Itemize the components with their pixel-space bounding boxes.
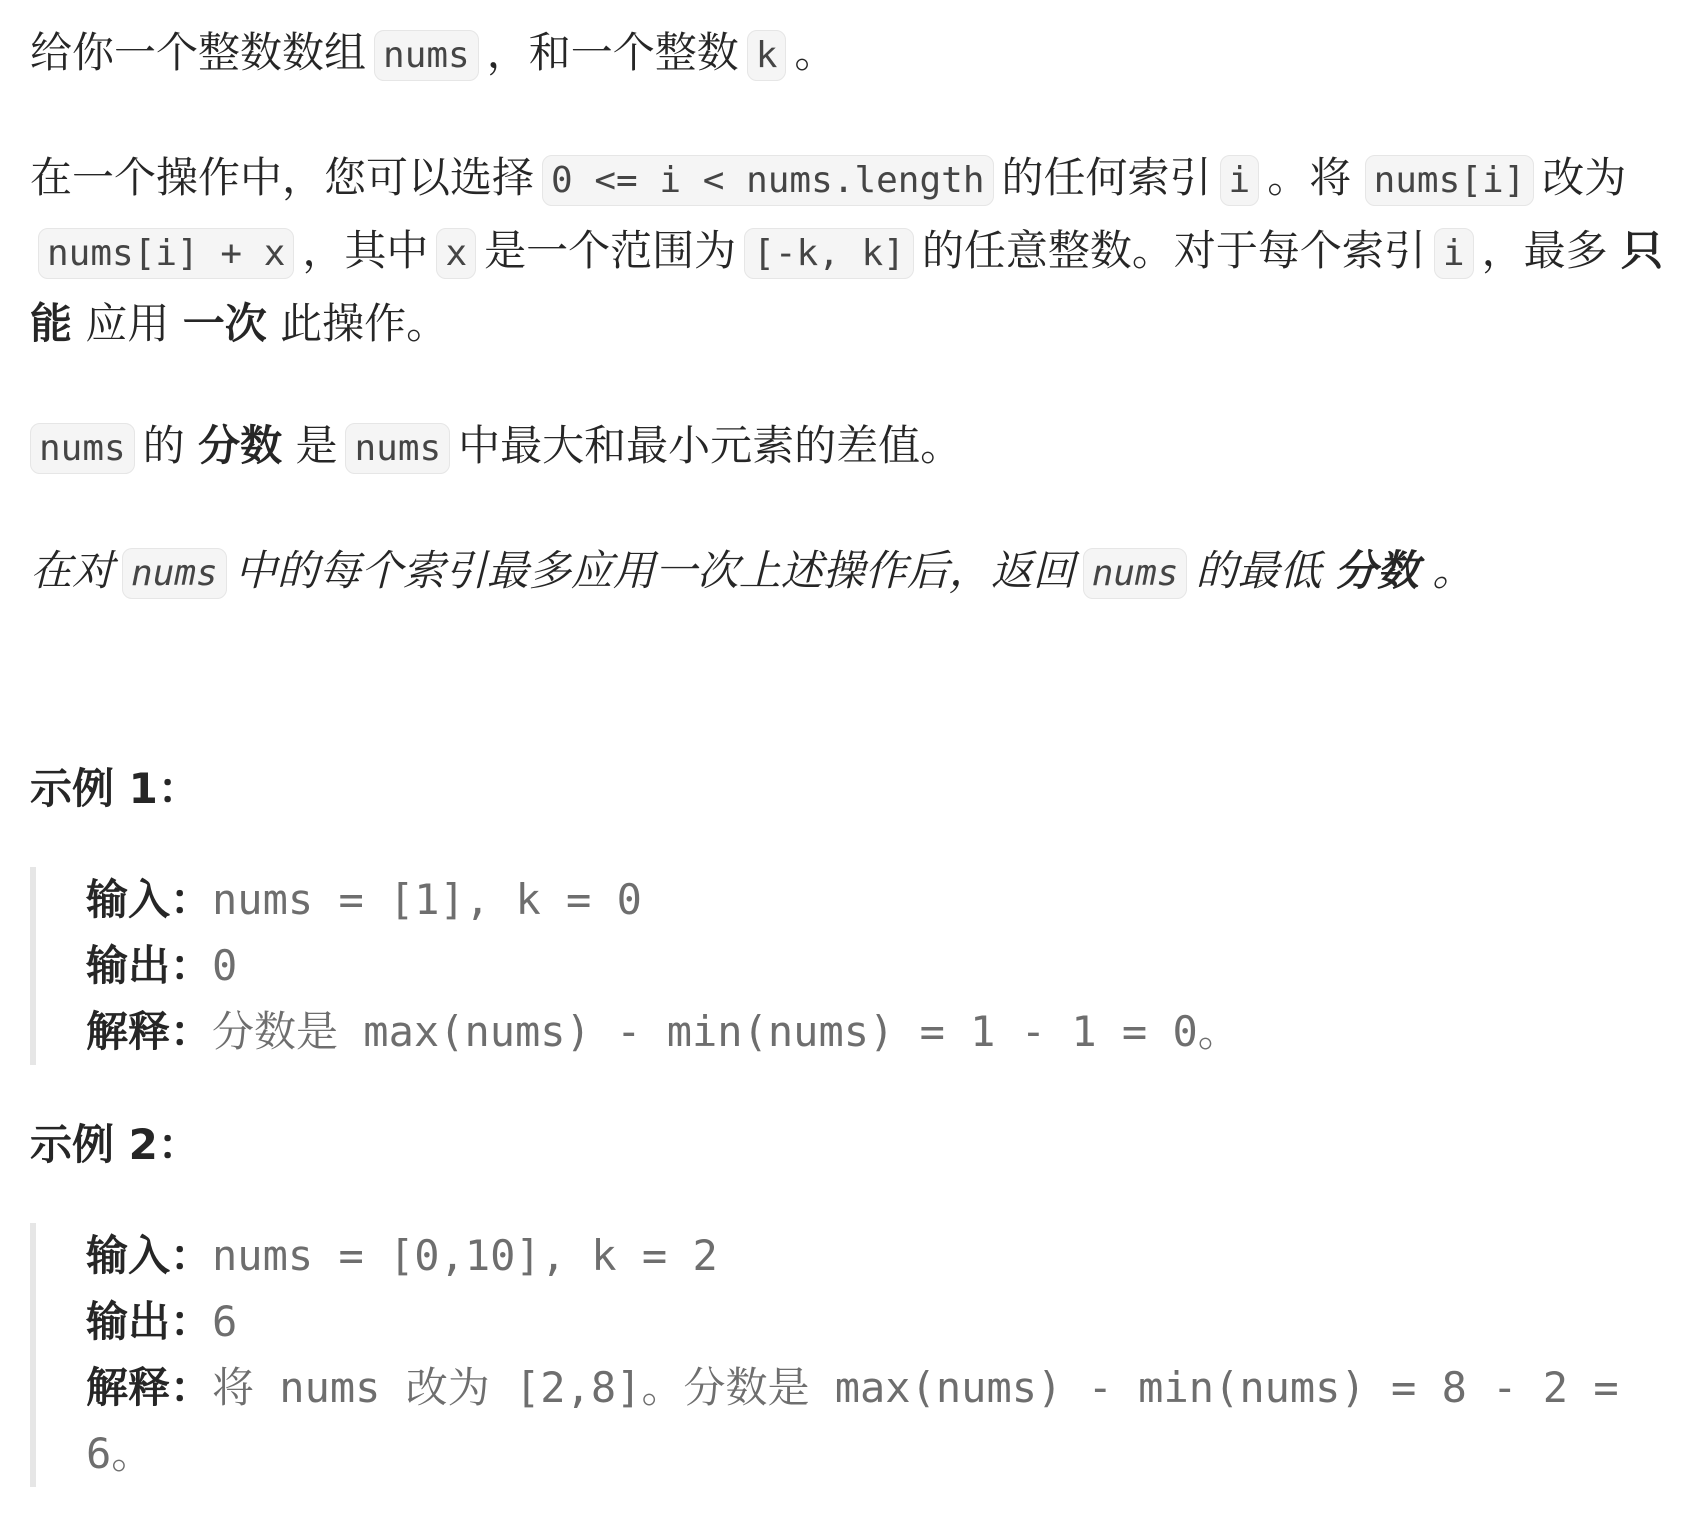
- text: 。将: [1267, 153, 1352, 202]
- text: 改为: [1542, 153, 1627, 202]
- example-explain-line: [86, 999, 1671, 1065]
- inline-code: nums: [1083, 548, 1188, 599]
- text: ，最多: [1481, 226, 1608, 275]
- text: 。: [1432, 546, 1475, 595]
- text: 的最低: [1195, 546, 1322, 595]
- text: 在一个操作中，您可以选择: [30, 153, 535, 202]
- output-label: 输出：: [86, 1297, 213, 1346]
- bold-text: 一次: [182, 299, 267, 348]
- inline-code: nums: [374, 30, 479, 81]
- explain-label: 解释：: [86, 1363, 213, 1412]
- text: 的: [142, 421, 185, 470]
- task-paragraph: [30, 536, 1671, 609]
- inline-code: nums[i]: [1365, 155, 1535, 206]
- bold-text: 分数: [198, 421, 283, 470]
- inline-code: x: [436, 228, 476, 279]
- text: 中最大和最小元素的差值。: [458, 421, 963, 470]
- inline-code: nums: [30, 423, 135, 474]
- output-label: 输出：: [86, 941, 213, 990]
- input-value: nums = [0,10], k = 2: [212, 1231, 718, 1280]
- text: 是一个范围为: [484, 226, 737, 275]
- input-value: nums = [1], k = 0: [212, 875, 642, 924]
- bold-text: 分数: [1334, 546, 1419, 595]
- bold-text: 只能: [30, 226, 1663, 348]
- text: 。: [794, 28, 837, 77]
- inline-code: i: [1434, 228, 1474, 279]
- operation-paragraph: [30, 143, 1671, 359]
- text: 的任意整数。对于每个索引: [921, 226, 1426, 275]
- text: 在对: [30, 546, 115, 595]
- example-explain-line: [86, 1355, 1671, 1487]
- text: ，和一个整数: [486, 28, 739, 77]
- example-input-line: [86, 1223, 1671, 1289]
- inline-code: i: [1220, 155, 1260, 206]
- inline-code: nums[i] + x: [38, 228, 294, 279]
- text: 的任何索引: [1001, 153, 1212, 202]
- example-output-line: [86, 933, 1671, 999]
- output-value: 0: [212, 941, 238, 990]
- explain-label: 解释：: [86, 1007, 213, 1056]
- input-label: 输入：: [86, 875, 213, 924]
- example-input-line: [86, 867, 1671, 933]
- inline-code: nums: [345, 423, 450, 474]
- intro-paragraph: [30, 18, 1671, 91]
- text: 是: [295, 421, 338, 470]
- text: 应用: [85, 299, 170, 348]
- example-output-line: [86, 1289, 1671, 1355]
- input-label: 输入：: [86, 1231, 213, 1280]
- output-value: 6: [212, 1297, 238, 1346]
- inline-code: 0 <= i < nums.length: [542, 155, 993, 206]
- text: 此操作。: [280, 299, 449, 348]
- inline-code: k: [747, 30, 787, 81]
- explain-value: 将 nums 改为 [2,8]。分数是 max(nums) - min(nums) = 8 - 2 = 6。: [86, 1363, 1619, 1478]
- example-1-title: 示例 1：: [30, 764, 200, 813]
- explain-value: 分数是 max(nums) - min(nums) = 1 - 1 = 0。: [212, 1007, 1240, 1056]
- inline-code: [-k, k]: [744, 228, 914, 279]
- example-2-title: 示例 2：: [30, 1120, 200, 1169]
- example-1-block: [30, 867, 1671, 1065]
- text: 中的每个索引最多应用一次上述操作后，返回: [234, 546, 1075, 595]
- score-definition-paragraph: [30, 411, 1671, 484]
- text: 给你一个整数数组: [30, 28, 367, 77]
- text: ，其中: [302, 226, 429, 275]
- inline-code: nums: [122, 548, 227, 599]
- example-2-block: [30, 1223, 1671, 1487]
